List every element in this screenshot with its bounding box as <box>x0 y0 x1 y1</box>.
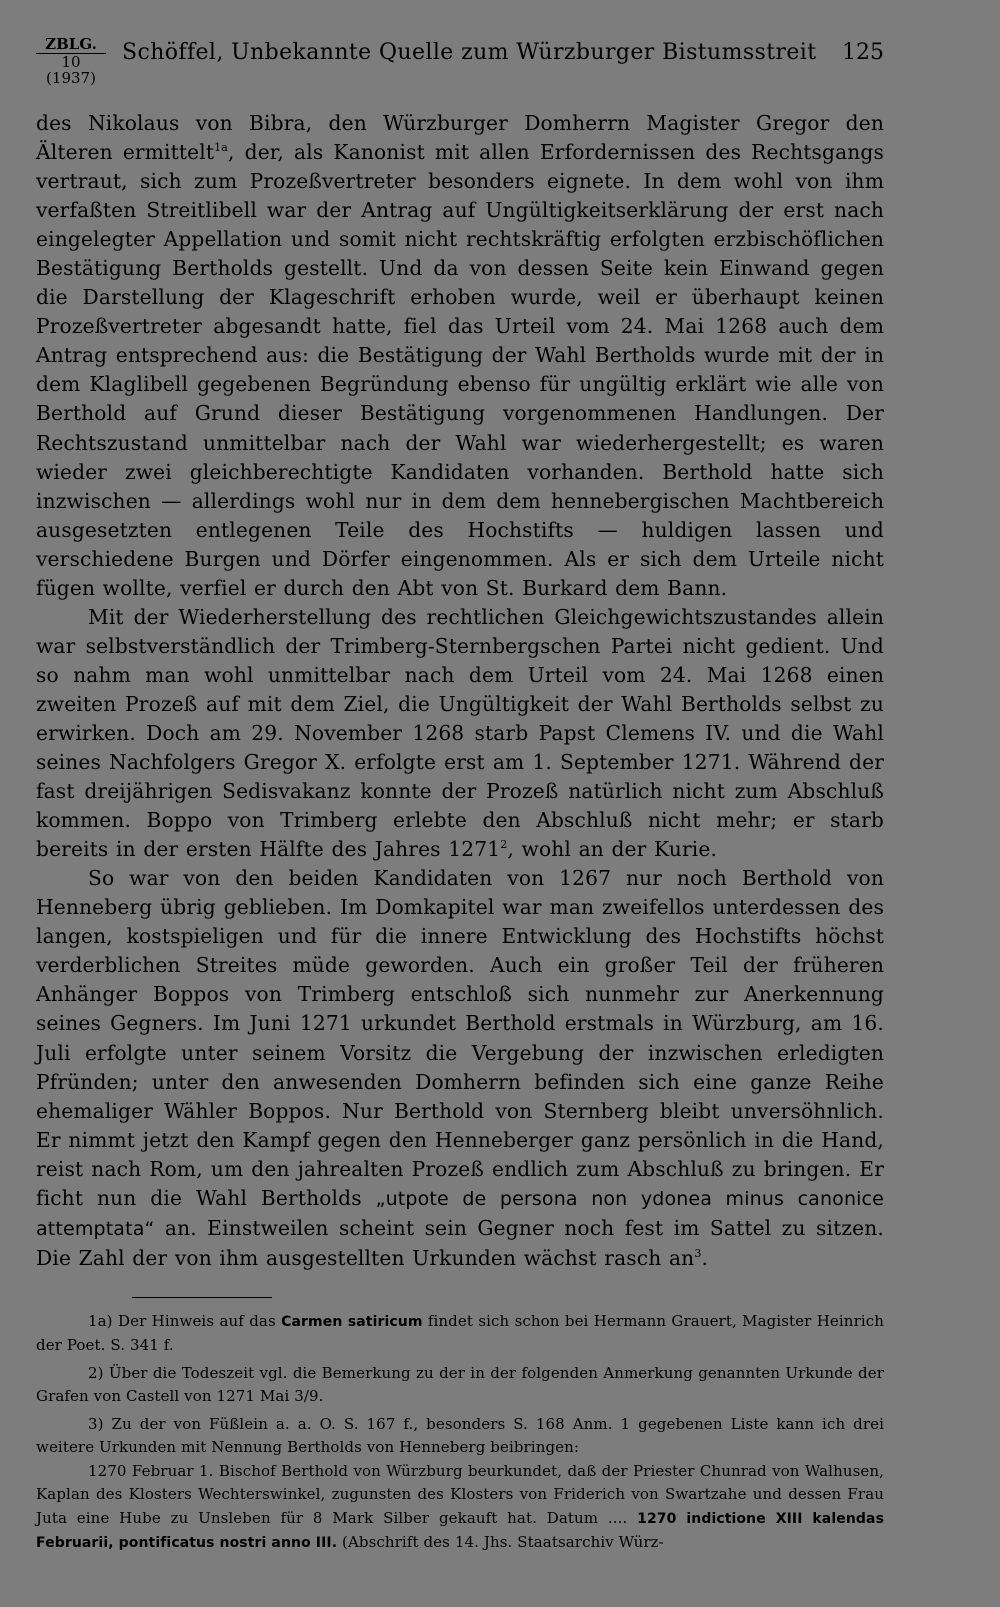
paragraph <box>36 603 884 864</box>
text-run: So war von den beiden Kandidaten von 1267 nur noch Berthold von Henneberg übrig geblieben. Im Domkapitel war man zweifellos unterdessen des langen, kostspieligen und für die innere Entwicklung des Hochstifts höchst verderblichen Streites müde geworden. Auch ein großer Teil der früheren Anhänger Boppos von Trimberg entschloß sich nunmehr zur Anerkennung seines Gegners. Im Juni 1271 urkundet Berthold erstmals in Würzburg, am 16. Juli erfolgte unter seinem Vorsitz die Vergebung der inzwischen erledigten Pfründen; unter den anwesenden Domherrn befinden sich eine ganze Reihe ehemaliger Wähler Boppos. Nur Berthold von Sternberg bleibt unversöhnlich. Er nimmt jetzt den Kampf gegen den Henneberger ganz persönlich in die Hand, reist nach Rom, um den jahrealten Prozeß endlich zum Abschluß zu bringen. Er ficht nun die Wahl Bertholds <box>36 866 884 1210</box>
footnote-marker: 3) <box>88 1414 104 1433</box>
footnote-divider <box>132 1297 272 1298</box>
footnote <box>36 1310 884 1358</box>
paragraph <box>36 864 884 1273</box>
text-run: . <box>701 1245 709 1270</box>
text-run: findet sich schon bei Hermann Grauert, Magister Heinrich der Poet. S. 341 f. <box>36 1311 884 1355</box>
text-run: Der Hinweis auf das <box>112 1311 282 1330</box>
text-run: an. Einstweilen scheint sein Gegner noch fest im Sattel zu sitzen. Die Zahl der von ihm ausgestellten Urkunden wächst rasch an <box>36 1215 884 1270</box>
footnote-ref: 1a <box>214 141 228 155</box>
emphasis: Carmen satiricum <box>281 1313 423 1330</box>
footnote-continuation <box>36 1460 884 1556</box>
footnote-marker: 1a) <box>88 1311 113 1330</box>
emphasis: 1270 indictione XIII kalendas Februarii, pontificatus nostri anno III. <box>36 1510 885 1552</box>
paragraph <box>36 109 884 603</box>
latin-quote: „utpote de persona non ydonea minus canonice attemptata“ <box>36 1187 884 1240</box>
text-run: Über die Todeszeit vgl. die Bemerkung zu der in der folgenden Anmerkung genannten Urkunde der Grafen von Castell von 1271 Mai 3/9. <box>36 1363 884 1406</box>
page <box>36 22 884 1556</box>
text-run: Zu der von Füßlein a. a. O. S. 167 f., besonders S. 168 Anm. 1 gegebenen Liste kann ich drei weitere Urkunden mit Nennung Bertholds von Henneberg beibringen: <box>36 1414 884 1457</box>
text-run: des Nikolaus von Bibra, den Würzburger Domherrn Magister Gregor den Älteren ermittelt <box>36 111 884 165</box>
text-run: , der, als Kanonist mit allen Erfordernissen des Rechtsgangs vertraut, sich zum Prozeßvertreter besonders eignete. In dem wohl von ihm verfaßten Streitlibell war der Antrag auf Ungültigkeitserklärung der erst nach eingelegter Appellation und somit nicht rechtskräftig erfolgten erzbischöflichen Bestätigung Bertholds gestellt. Und da von dessen Seite kein Einwand gegen die Darstellung der Klageschrift erhoben wurde, weil er überhaupt keinen Prozeßvertreter abgesandt hatte, fiel das Urteil vom 24. Mai 1268 auch dem Antrag entsprechend aus: die Bestätigung der Wahl Bertholds wurde mit der in dem Klaglibell gegebenen Begründung ebenso für ungültig erklärt wie alle von Berthold auf Grund dieser Bestätigung vorgenommenen Handlungen. Der Rechtszustand unmittelbar nach der Wahl war wiederhergestellt; es waren wieder zwei gleichberechtigte Kandidaten vorhanden. Berthold hatte sich inzwischen — allerdings wohl nur in dem dem hennebergischen Machtbereich ausgesetzten entlegenen Teile des Hochstifts — huldigen lassen und verschiedene Burgen und Dörfer eingenommen. Als er sich dem Urteile nicht fügen wollte, verfiel er durch den Abt von St. Burkard dem Bann. <box>36 140 884 600</box>
journal-reference <box>36 36 106 87</box>
main-text <box>36 109 884 1273</box>
footnote-ref: 2 <box>500 838 508 852</box>
text-run: (Abschrift des 14. Jhs. Staatsarchiv Würz- <box>337 1533 664 1552</box>
page-number: 125 <box>842 40 884 65</box>
text-run: 1270 Februar 1. Bischof Berthold von Würzburg beurkundet, daß der Priester Chunrad von Walhusen, Kaplan des Klosters Wechterswinkel, zugunsten des Klosters von Friderich von Swartzahe und dessen Frau Juta eine Hube zu Unsleben für 8 Mark Silber gekauft hat. Datum .... <box>36 1461 884 1527</box>
footnote <box>36 1362 884 1409</box>
running-title: Schöffel, Unbekannte Quelle zum Würzburger Bistumsstreit <box>122 40 817 65</box>
footnote-marker: 2) <box>88 1363 104 1382</box>
footnotes <box>36 1310 884 1556</box>
footnote <box>36 1413 884 1460</box>
footnote-ref: 3 <box>694 1246 702 1260</box>
text-run: Mit der Wiederherstellung des rechtlichen Gleichgewichtszustandes allein war selbstverständlich der Trimberg-Sternbergschen Partei nicht gedient. Und so nahm man wohl unmittelbar nach dem Urteil vom 24. Mai 1268 einen zweiten Prozeß auf mit dem Ziel, die Ungültigkeit der Wahl Bertholds selbst zu erwirken. Doch am 29. November 1268 starb Papst Clemens IV. und die Wahl seines Nachfolgers Gregor X. erfolgte erst am 1. September 1271. Während der fast dreijährigen Sedisvakanz konnte der Prozeß natürlich nicht zum Abschluß kommen. Boppo von Trimberg erlebte den Abschluß nicht mehr; er starb bereits in der ersten Hälfte des Jahres 1271 <box>36 604 884 862</box>
journal-abbreviation: ZBLG. <box>36 36 106 54</box>
page-header <box>36 22 884 87</box>
text-run: , wohl an der Kurie. <box>507 837 718 862</box>
journal-volume: 10 (1937) <box>46 52 96 87</box>
